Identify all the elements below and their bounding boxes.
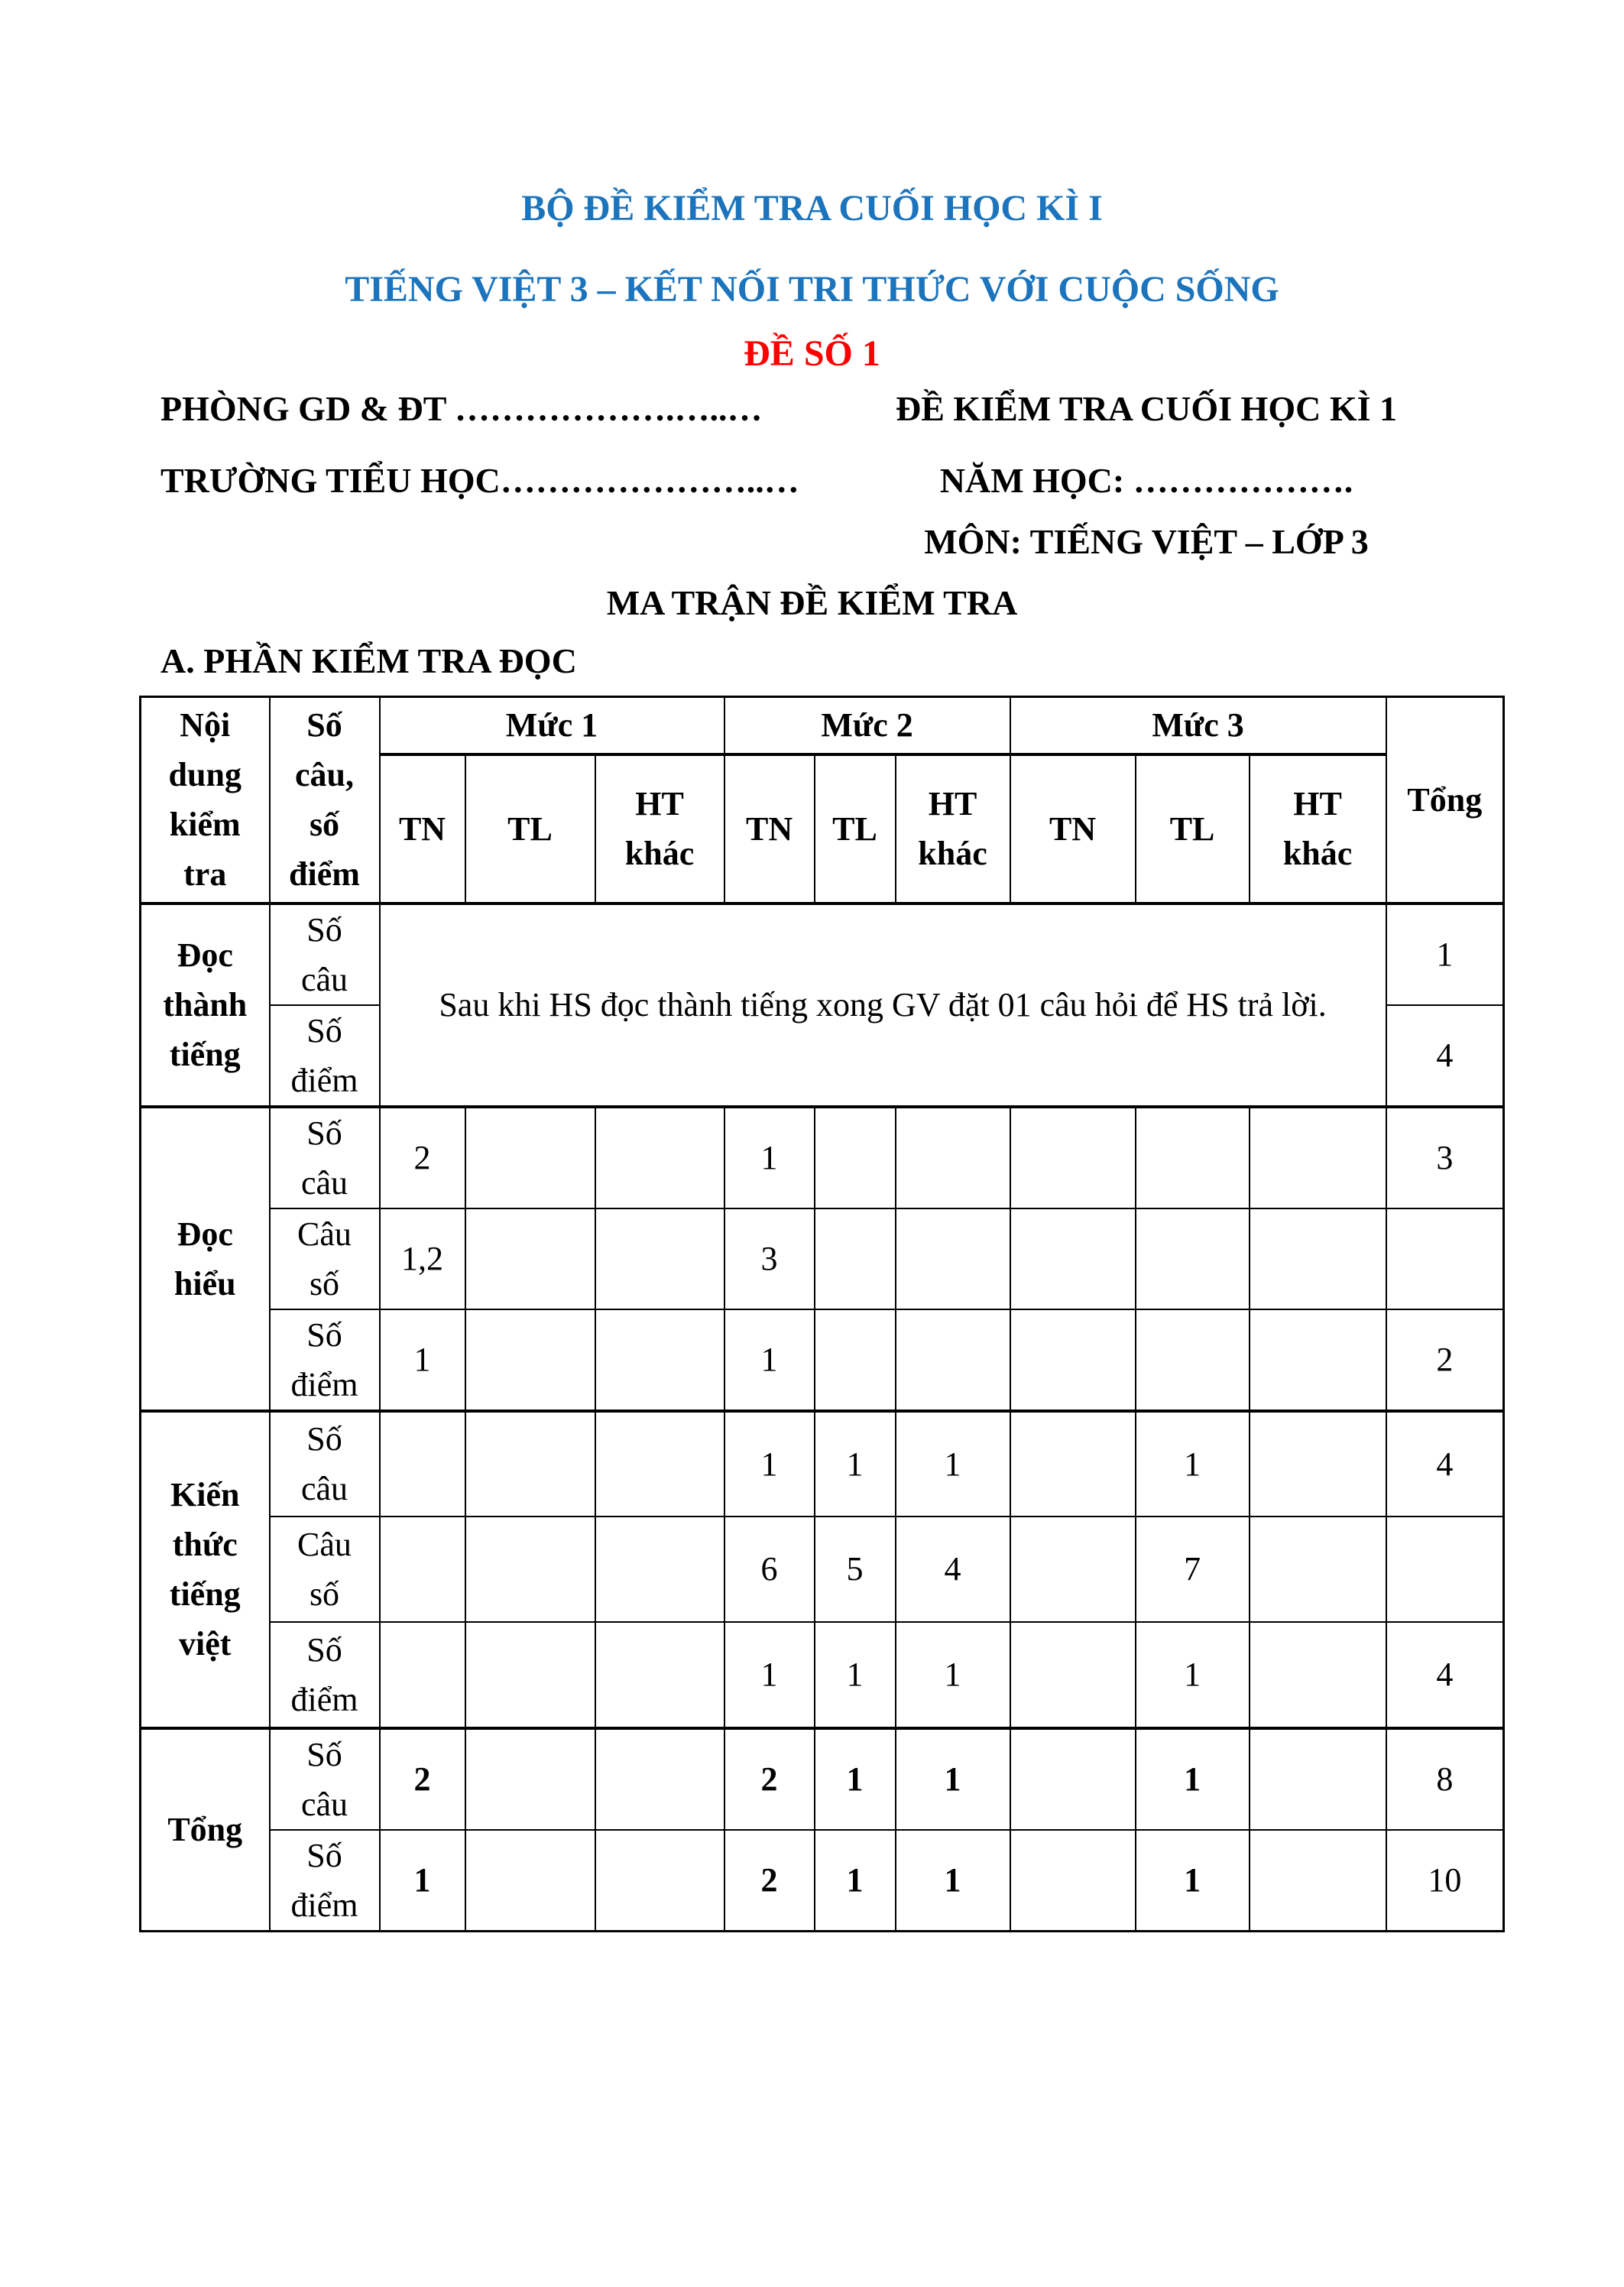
data-cell (1250, 1830, 1386, 1932)
data-cell (380, 1622, 465, 1728)
sub-header-ht-khac: HT khác (595, 754, 724, 903)
data-cell: 1 (896, 1728, 1010, 1830)
col-header-metric: Số câu, số điểm (270, 697, 380, 903)
sub-header-ht-khac: HT khác (1250, 754, 1386, 903)
total-cell: 3 (1386, 1107, 1504, 1208)
info-row-1 (160, 385, 1444, 433)
data-cell: 1 (724, 1309, 815, 1411)
data-cell: 1 (380, 1830, 465, 1932)
data-cell (465, 1208, 595, 1309)
total-cell: 10 (1386, 1830, 1504, 1932)
row-sublabel: Số câu (270, 1107, 380, 1208)
data-cell (896, 1107, 1010, 1208)
section-label-tong: Tổng (141, 1728, 270, 1932)
data-cell (595, 1622, 724, 1728)
data-cell (1250, 1517, 1386, 1622)
exam-title-line: ĐỀ KIỂM TRA CUỐI HỌC KÌ 1 (895, 389, 1398, 428)
row-sublabel: Số câu (270, 903, 380, 1005)
exam-matrix-table (139, 696, 1505, 1932)
data-cell (896, 1208, 1010, 1309)
data-cell (465, 1830, 595, 1932)
data-cell (595, 1208, 724, 1309)
data-cell: 3 (724, 1208, 815, 1309)
data-cell: 1 (724, 1411, 815, 1517)
data-cell (595, 1107, 724, 1208)
data-cell: 1 (896, 1411, 1010, 1517)
level-header-muc-1: Mức 1 (380, 697, 724, 754)
data-cell: 6 (724, 1517, 815, 1622)
table-row (141, 1622, 1504, 1728)
sub-header-tl: TL (465, 754, 595, 903)
sub-header-tn: TN (380, 754, 465, 903)
level-header-muc-3: Mức 3 (1010, 697, 1386, 754)
section-label-doc-thanh-tieng: Đọc thành tiếng (141, 903, 270, 1107)
data-cell: 1,2 (380, 1208, 465, 1309)
data-cell (815, 1208, 896, 1309)
sub-header-tl: TL (815, 754, 896, 903)
subject-line: MÔN: TIẾNG VIỆT – LỚP 3 (924, 522, 1369, 561)
total-cell: 8 (1386, 1728, 1504, 1830)
sub-header-tn: TN (724, 754, 815, 903)
sub-header-tl: TL (1136, 754, 1250, 903)
document-page (0, 185, 1624, 2287)
data-cell: 1 (1136, 1830, 1250, 1932)
data-cell: 1 (896, 1622, 1010, 1728)
row-sublabel: Số câu (270, 1411, 380, 1517)
total-cell (1386, 1208, 1504, 1309)
school-line: TRƯỜNG TIỂU HỌC…………………..… (160, 461, 799, 500)
table-row (141, 903, 1504, 1005)
matrix-title: MA TRẬN ĐỀ KIỂM TRA (606, 583, 1018, 622)
page-title-1: BỘ ĐỀ KIỂM TRA CUỐI HỌC KÌ I (521, 188, 1103, 229)
data-cell: 2 (380, 1107, 465, 1208)
data-cell (1250, 1411, 1386, 1517)
total-cell: 2 (1386, 1309, 1504, 1411)
section-label-doc-hieu: Đọc hiểu (141, 1107, 270, 1411)
data-cell (465, 1622, 595, 1728)
section-a-heading: A. PHẦN KIỂM TRA ĐỌC (160, 641, 577, 680)
data-cell: 1 (724, 1622, 815, 1728)
department-line: PHÒNG GD & ĐT ……………….…..… (160, 389, 763, 428)
info-row-3 (160, 518, 1444, 566)
data-cell (1010, 1517, 1136, 1622)
data-cell: 2 (724, 1830, 815, 1932)
row-sublabel: Câu số (270, 1517, 380, 1622)
data-cell (1010, 1107, 1136, 1208)
table-row (141, 1728, 1504, 1830)
row-sublabel: Số điểm (270, 1830, 380, 1932)
level-header-muc-2: Mức 2 (724, 697, 1010, 754)
row-sublabel: Số câu (270, 1728, 380, 1830)
data-cell (1010, 1728, 1136, 1830)
total-cell: 4 (1386, 1005, 1504, 1107)
data-cell: 1 (815, 1411, 896, 1517)
sub-header-tn: TN (1010, 754, 1136, 903)
sub-header-ht-khac: HT khác (896, 754, 1010, 903)
data-cell: 1 (724, 1107, 815, 1208)
data-cell (465, 1309, 595, 1411)
table-row (141, 1107, 1504, 1208)
total-cell: 4 (1386, 1622, 1504, 1728)
data-cell (1250, 1309, 1386, 1411)
table-row (141, 1208, 1504, 1309)
data-cell (1136, 1107, 1250, 1208)
header-row-levels (141, 697, 1504, 754)
data-cell: 4 (896, 1517, 1010, 1622)
data-cell (465, 1728, 595, 1830)
data-cell (1010, 1830, 1136, 1932)
row-sublabel: Câu số (270, 1208, 380, 1309)
data-cell (1250, 1728, 1386, 1830)
data-cell (896, 1309, 1010, 1411)
page-title-2: TIẾNG VIỆT 3 – KẾT NỐI TRI THỨC VỚI CUỘC SỐNG (345, 269, 1279, 310)
data-cell (380, 1517, 465, 1622)
table-row (141, 1411, 1504, 1517)
data-cell (595, 1517, 724, 1622)
data-cell (815, 1107, 896, 1208)
data-cell (815, 1309, 896, 1411)
data-cell (595, 1309, 724, 1411)
data-cell (1250, 1107, 1386, 1208)
data-cell: 1 (1136, 1622, 1250, 1728)
page-title-3: ĐỀ SỐ 1 (744, 333, 880, 374)
data-cell (1136, 1208, 1250, 1309)
data-cell: 1 (815, 1622, 896, 1728)
data-cell (1010, 1622, 1136, 1728)
data-cell: 1 (815, 1728, 896, 1830)
data-cell: 7 (1136, 1517, 1250, 1622)
row-sublabel: Số điểm (270, 1005, 380, 1107)
table-row (141, 1830, 1504, 1932)
data-cell: 1 (380, 1309, 465, 1411)
section-label-kien-thuc: Kiến thức tiếng việt (141, 1411, 270, 1728)
table-row (141, 1517, 1504, 1622)
data-cell (465, 1411, 595, 1517)
data-cell (1136, 1309, 1250, 1411)
table-row (141, 1309, 1504, 1411)
info-block (160, 385, 1444, 566)
data-cell (595, 1830, 724, 1932)
data-cell: 1 (1136, 1411, 1250, 1517)
school-year-line: NĂM HỌC: ………………. (939, 461, 1353, 500)
data-cell: 2 (724, 1728, 815, 1830)
info-row-2 (160, 457, 1444, 504)
data-cell (465, 1517, 595, 1622)
data-cell: 1 (1136, 1728, 1250, 1830)
data-cell (465, 1107, 595, 1208)
data-cell: 5 (815, 1517, 896, 1622)
data-cell (1250, 1622, 1386, 1728)
row-sublabel: Số điểm (270, 1622, 380, 1728)
data-cell (595, 1411, 724, 1517)
data-cell (1250, 1208, 1386, 1309)
row-sublabel: Số điểm (270, 1309, 380, 1411)
data-cell (1010, 1309, 1136, 1411)
note-cell: Sau khi HS đọc thành tiếng xong GV đặt 01 câu hỏi để HS trả lời. (380, 903, 1386, 1107)
data-cell (1010, 1208, 1136, 1309)
col-header-content: Nội dung kiểm tra (141, 697, 270, 903)
total-cell: 1 (1386, 903, 1504, 1005)
total-cell (1386, 1517, 1504, 1622)
data-cell: 1 (896, 1830, 1010, 1932)
data-cell (1010, 1411, 1136, 1517)
data-cell (595, 1728, 724, 1830)
total-cell: 4 (1386, 1411, 1504, 1517)
data-cell: 2 (380, 1728, 465, 1830)
data-cell (380, 1411, 465, 1517)
data-cell: 1 (815, 1830, 896, 1932)
col-header-total: Tổng (1386, 697, 1504, 903)
